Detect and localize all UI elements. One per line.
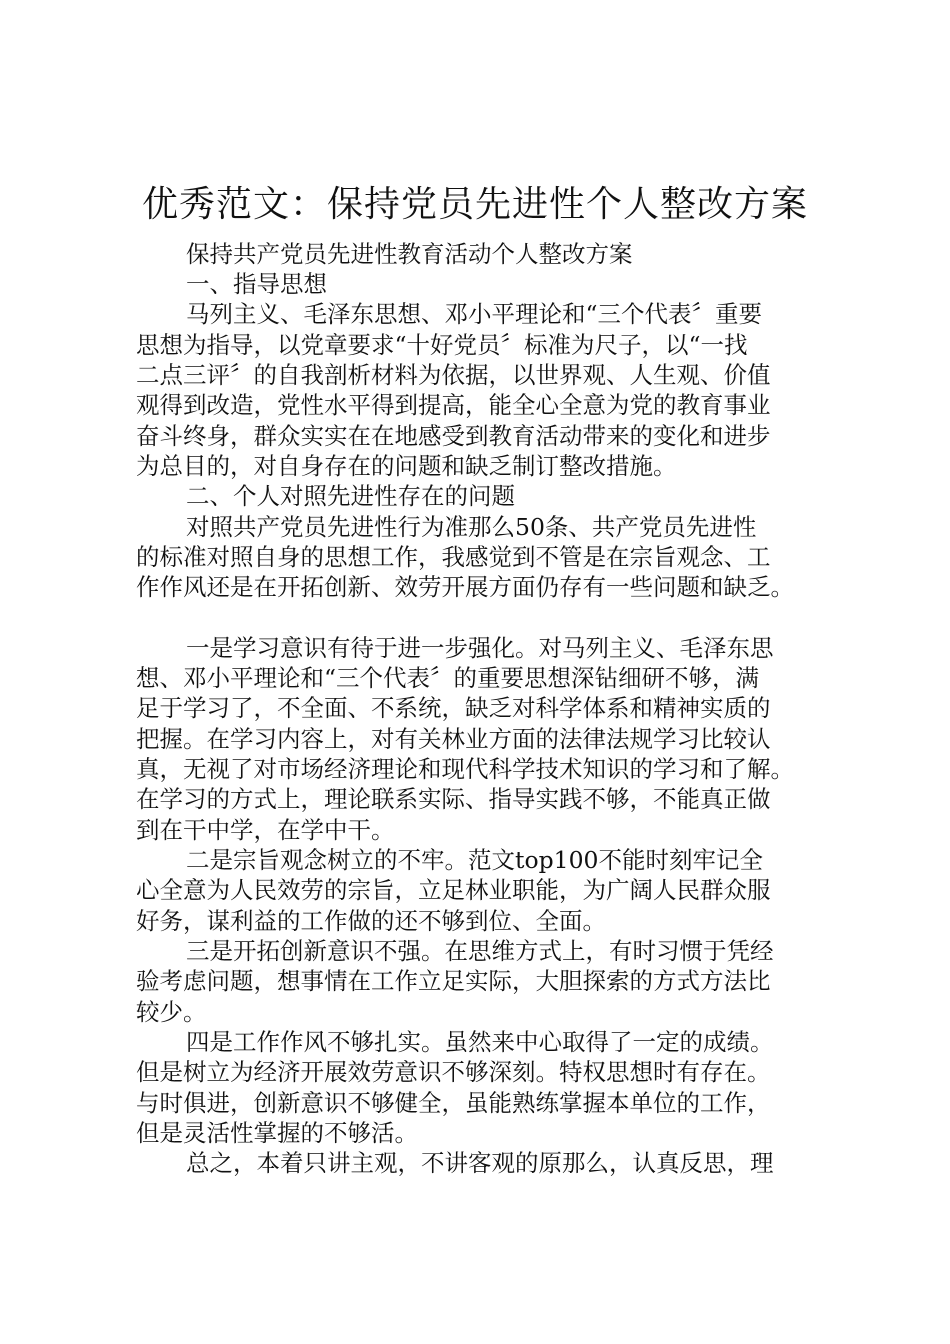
paragraph-line: 心全意为人民效劳的宗旨，立足林业职能，为广阔人民群众服	[136, 876, 771, 904]
paragraph-line: 作作风还是在开拓创新、效劳开展方面仍存有一些问题和缺乏。	[136, 573, 794, 601]
paragraph-line: 验考虑问题，想事情在工作立足实际，大胆探索的方式方法比	[136, 967, 771, 995]
paragraph-line: 足于学习了，不全面、不系统，缺乏对科学体系和精神实质的	[136, 694, 771, 722]
paragraph-line: 到在干中学，在学中干。	[136, 816, 395, 844]
paragraph-line: 马列主义、毛泽东思想、邓小平理论和“三个代表〞重要	[186, 300, 763, 328]
paragraph-line: 对照共产党员先进性行为准那么50条、共产党员先进性	[186, 513, 757, 541]
document-title: 优秀范文：保持党员先进性个人整改方案	[141, 184, 808, 225]
paragraph-line: 观得到改造，党性水平得到提高，能全心全意为党的教育事业	[136, 391, 771, 419]
paragraph-line: 总之，本着只讲主观，不讲客观的原那么，认真反思，理	[186, 1149, 774, 1177]
paragraph-line: 四是工作作风不够扎实。虽然来中心取得了一定的成绩。	[186, 1028, 774, 1056]
paragraph-line: 但是树立为经济开展效劳意识不够深刻。特权思想时有存在。	[136, 1058, 771, 1086]
paragraph-line: 把握。在学习内容上，对有关林业方面的法律法规学习比较认	[136, 725, 771, 753]
paragraph-line: 为总目的，对自身存在的问题和缺乏制订整改措施。	[136, 452, 677, 480]
paragraph-line: 二点三评〞的自我剖析材料为依据，以世界观、人生观、价值	[136, 361, 771, 389]
paragraph-line: 思想为指导，以党章要求“十好党员〞标准为尺子，以“一找	[136, 331, 748, 359]
paragraph-line: 但是灵活性掌握的不够活。	[136, 1119, 418, 1147]
paragraph-line: 好务，谋利益的工作做的还不够到位、全面。	[136, 907, 606, 935]
section-heading: 一、指导思想	[186, 270, 327, 298]
paragraph-line: 一是学习意识有待于进一步强化。对马列主义、毛泽东思	[186, 634, 774, 662]
paragraph-line: 奋斗终身，群众实实在在地感受到教育活动带来的变化和进步	[136, 422, 771, 450]
paragraph-line: 三是开拓创新意识不强。在思维方式上，有时习惯于凭经	[186, 937, 774, 965]
paragraph-line: 较少。	[136, 998, 207, 1026]
paragraph-line: 的标准对照自身的思想工作，我感觉到不管是在宗旨观念、工	[136, 543, 771, 571]
paragraph-line: 真，无视了对市场经济理论和现代科学技术知识的学习和了解。	[136, 755, 794, 783]
paragraph-line: 在学习的方式上，理论联系实际、指导实践不够，不能真正做	[136, 785, 771, 813]
paragraph-line: 二是宗旨观念树立的不牢。范文top100不能时刻牢记全	[186, 846, 763, 874]
paragraph-line: 想、邓小平理论和“三个代表〞的重要思想深钻细研不够，满	[136, 664, 760, 692]
section-heading: 二、个人对照先进性存在的问题	[186, 482, 515, 510]
paragraph-line: 与时俱进，创新意识不够健全，虽能熟练掌握本单位的工作，	[136, 1089, 771, 1117]
subtitle-line: 保持共产党员先进性教育活动个人整改方案	[186, 240, 633, 268]
